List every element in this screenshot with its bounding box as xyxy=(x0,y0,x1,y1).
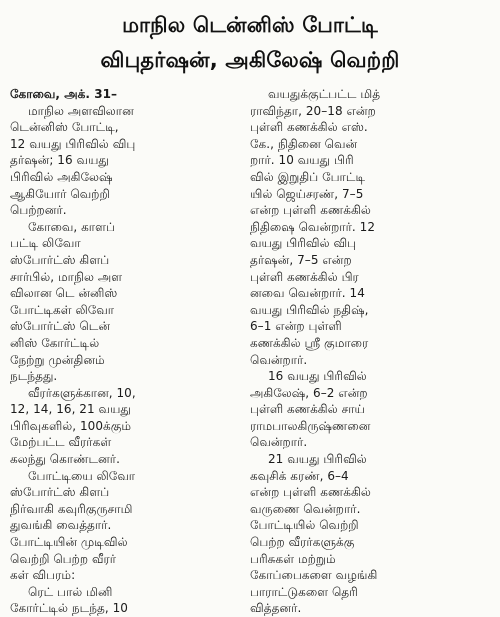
article-text-line: ஸ்போர்ட்ஸ் கிளப் xyxy=(10,485,110,500)
article-text-line: 21 வயது பிரிவில் xyxy=(268,452,367,467)
article-text-line: வென்றார். xyxy=(250,352,308,367)
article-text-line: புள்ளி கணக்கில் எஸ். xyxy=(250,120,368,135)
article-text-line: கோப்பைகளை வழங்கி xyxy=(250,568,378,583)
article-text-line: நிதிஷை வென்றார். 12 xyxy=(250,219,376,234)
article-text-line: நிர்வாகி கவுரிகுருசாமி xyxy=(10,501,133,516)
article-text-line: 6–1 என்ற புள்ளி xyxy=(250,319,342,334)
article-text-line: ஸ்போர்ட்ஸ் கிளப் xyxy=(10,252,110,267)
article-text-line: பிரிவில் அகிலேஷ் xyxy=(10,169,113,184)
article-text-line: தர்ஷன்; 16 வயது xyxy=(10,153,109,168)
article-text-line: போட்டிகள் லிவோ xyxy=(10,302,115,317)
article-text-line: போட்டியின் முடிவில் xyxy=(10,535,128,550)
article-text-line: றார். 10 வயது பிரி xyxy=(250,153,354,168)
article-text-line: கோர்ட்டில் நடந்த, 10 xyxy=(10,601,128,616)
article-paragraph xyxy=(10,468,236,584)
article-text-line: டென்னிஸ் போட்டி, xyxy=(10,120,119,135)
article-text-line: வயது பிரிவில் நதிஷ், xyxy=(250,302,369,317)
article-text-line: சார்பில், மாநில அள xyxy=(10,269,123,284)
article-paragraph xyxy=(250,451,490,617)
article-text-line: ஸ்போர்ட்ஸ் டென் xyxy=(10,319,111,334)
article-text-line: 16 வயது பிரிவில் xyxy=(268,369,367,384)
headline-line-2: விபுதர்ஷன், அகிலேஷ் வெற்றி xyxy=(100,48,400,72)
article-text-line: கே., நிதினை வென் xyxy=(250,136,358,151)
article-text-line: கள் விபரம்: xyxy=(10,568,76,583)
article-text-line: பட்டி லிவோ xyxy=(10,236,81,251)
article-text-line: னவை வென்றார். 14 xyxy=(250,286,365,301)
right-column xyxy=(250,86,490,616)
article-paragraph xyxy=(250,86,490,368)
headline-line-1: மாநில டென்னிஸ் போட்டி xyxy=(122,13,378,37)
article-text-line: மேற்பட்ட வீரர்கள் xyxy=(10,435,112,450)
article-text-line: வயது பிரிவில் விபு xyxy=(250,236,357,251)
article-text-line: வயதுக்குட்பட்ட மித் xyxy=(268,87,381,101)
article-text-line: நேற்று முன்தினம் xyxy=(10,352,105,367)
left-paragraphs xyxy=(10,103,236,617)
article-paragraph xyxy=(10,219,236,385)
headline xyxy=(10,8,490,78)
article-text-line: நடந்தது. xyxy=(10,369,58,384)
article-text-line: 12, 14, 16, 21 வயது xyxy=(10,402,131,417)
right-paragraphs xyxy=(250,86,490,617)
article-text-line: வீரர்களுக்கான, 10, xyxy=(28,385,136,400)
article-text-line: வெற்றி பெற்ற வீரர் xyxy=(10,551,117,566)
article-text-line: யில் ஜெய்சரண், 7–5 xyxy=(250,186,364,201)
article-text-line: னிஸ் கோர்ட்டில் xyxy=(10,335,100,350)
article-paragraph xyxy=(10,385,236,468)
article-text-line: ராவிந்தா, 20–18 என்ற xyxy=(250,103,376,118)
article-text-line: கலந்து கொண்டனர். xyxy=(10,452,120,467)
article-paragraph xyxy=(250,368,490,451)
article-text-line: போட்டியில் வெற்றி xyxy=(250,518,359,533)
article-text-line: வித்தனர். xyxy=(250,601,302,616)
article-text-line: ஆகியோர் வெற்றி xyxy=(10,186,110,201)
article-body xyxy=(10,86,490,616)
article-text-line: கவுசிக் கரண், 6–4 xyxy=(250,468,349,483)
article-text-line: 12 வயது பிரிவில் விபு xyxy=(10,136,136,151)
article-text-line: வில் இறுதிப் போட்டி xyxy=(250,169,366,184)
article-text-line: துவங்கி வைத்தார். xyxy=(10,518,112,533)
article-text-line: அகிலேஷ், 6–2 என்ற xyxy=(250,385,368,400)
article-text-line: பரிசுகள் மற்றும் xyxy=(250,551,336,566)
dateline-paragraph xyxy=(10,86,236,103)
article-text-line: ராமபாலகிருஷ்ணனை xyxy=(250,418,371,433)
article-paragraph xyxy=(10,584,236,617)
article-text-line: புள்ளி கணக்கில் பிர xyxy=(250,269,359,284)
article-text-line: பிரிவுகளில், 100க்கும் xyxy=(10,418,132,433)
article-text-line: புள்ளி கணக்கில் சாய் xyxy=(250,402,365,417)
article-text-line: வென்றார். xyxy=(250,435,308,450)
article-text-line: ரெட் பால் மினி xyxy=(28,584,113,599)
article-text-line: பெற்ற வீரர்களுக்கு xyxy=(250,535,355,550)
article-paragraph xyxy=(10,103,236,219)
article-text-line: மாநில அளவிலான xyxy=(28,103,134,118)
article-text-line: விலான டெ ன்னிஸ் xyxy=(10,286,118,301)
article-text-line: வருணை வென்றார். xyxy=(250,501,361,516)
article-text-line: பெற்றனர். xyxy=(10,203,67,218)
article-text-line: கோவை, காளப் xyxy=(28,219,115,234)
article-text-line: போட்டியை லிவோ xyxy=(28,468,136,483)
article-text-line: கணக்கில் ஸ்ரீ குமாரை xyxy=(250,335,369,350)
article-text-line: தர்ஷன், 7–5 என்ற xyxy=(250,252,352,267)
article-text-line: என்ற புள்ளி கணக்கில் xyxy=(250,203,371,218)
article-text-line: பாராட்டுகளை தெரி xyxy=(250,584,358,599)
dateline: கோவை, அக். 31– xyxy=(10,87,118,101)
article-text-line: என்ற புள்ளி கணக்கில் xyxy=(250,485,371,500)
left-column xyxy=(10,86,236,616)
